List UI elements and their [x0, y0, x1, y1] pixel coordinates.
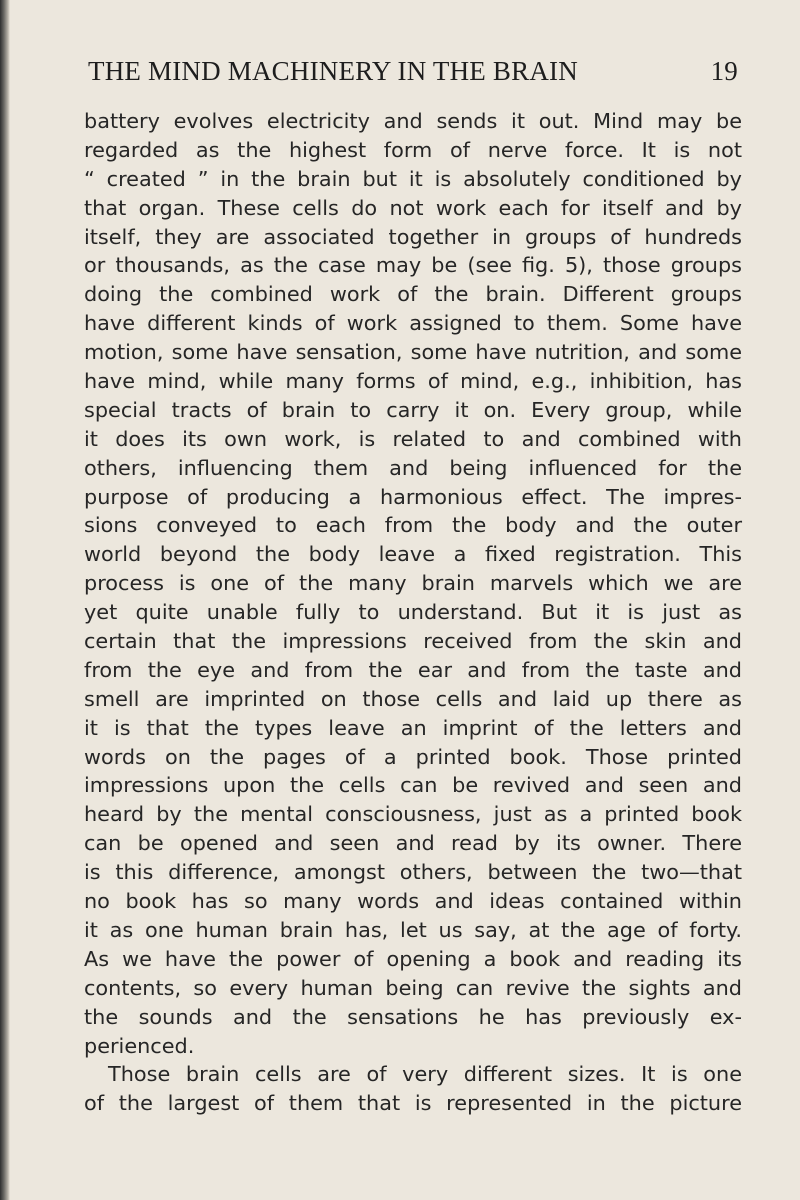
text-line: certain that the impressions received from the skin and [84, 629, 742, 654]
text-line: purpose of producing a harmonious effect. The impres- [84, 484, 742, 509]
text-line: itself, they are associated together in groups of hundreds [84, 224, 742, 249]
text-line: words on the pages of a printed book. Those printed [84, 744, 742, 769]
text-line: the sounds and the sensations he has previously ex- [84, 1004, 742, 1029]
text-line: motion, some have sensation, some have nutrition, and some [84, 340, 742, 365]
text-line: have mind, while many forms of mind, e.g., inhibition, has [84, 369, 742, 394]
text-line: it does its own work, is related to and combined with [84, 426, 742, 451]
text-line: impressions upon the cells can be revived and seen and [84, 773, 742, 798]
text-line: “ created ” in the brain but it is absolutely conditioned by [84, 166, 742, 191]
page-number: 19 [710, 56, 738, 86]
text-line: special tracts of brain to carry it on. Every group, while [84, 397, 742, 422]
paragraph-start-line: Those brain cells are of very different sizes. It is one [108, 1062, 742, 1087]
text-line: that organ. These cells do not work each for itself and by [84, 195, 742, 220]
text-line: As we have the power of opening a book and reading its [84, 946, 742, 971]
text-line: smell are imprinted on those cells and laid up there as [84, 686, 742, 711]
running-head [88, 56, 738, 96]
text-line: no book has so many words and ideas contained within [84, 889, 742, 914]
text-line: have different kinds of work assigned to them. Some have [84, 311, 742, 336]
text-line: of the largest of them that is represented in the picture [84, 1091, 742, 1116]
book-page [10, 0, 800, 1200]
text-line: process is one of the many brain marvels which we are [84, 571, 742, 596]
running-title: THE MIND MACHINERY IN THE BRAIN [88, 56, 578, 86]
text-line: sions conveyed to each from the body and the outer [84, 513, 742, 538]
text-line: regarded as the highest form of nerve force. It is not [84, 137, 742, 162]
text-line: it is that the types leave an imprint of the letters and [84, 715, 742, 740]
text-line: heard by the mental consciousness, just as a printed book [84, 802, 742, 827]
text-line: it as one human brain has, let us say, at the age of forty. [84, 917, 742, 942]
text-line: contents, so every human being can revive the sights and [84, 975, 742, 1000]
paragraph-end-line: perienced. [84, 1033, 195, 1058]
text-line: yet quite unable fully to understand. But it is just as [84, 600, 742, 625]
body-text [84, 107, 742, 1118]
text-line: from the eye and from the ear and from the taste and [84, 657, 742, 682]
text-line: is this difference, amongst others, between the two—that [84, 860, 742, 885]
text-line: others, influencing them and being influenced for the [84, 455, 742, 480]
text-line: battery evolves electricity and sends it out. Mind may be [84, 109, 742, 133]
text-line: or thousands, as the case may be (see fig. 5), those groups [84, 253, 742, 278]
text-line: doing the combined work of the brain. Different groups [84, 282, 742, 307]
book-binding-shadow [0, 0, 10, 1200]
text-line: world beyond the body leave a fixed registration. This [84, 542, 742, 567]
text-line: can be opened and seen and read by its owner. There [84, 831, 742, 856]
